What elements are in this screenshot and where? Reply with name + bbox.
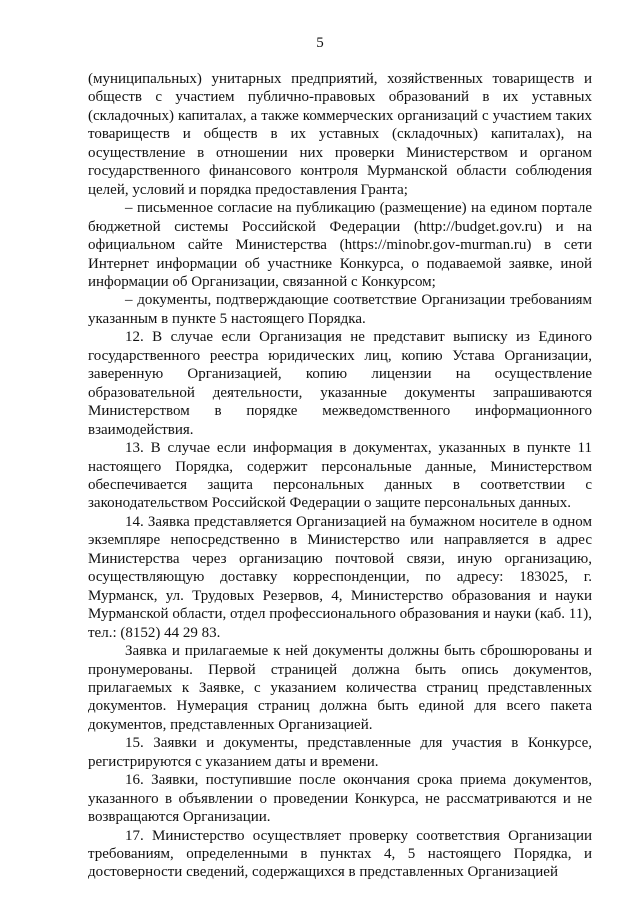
paragraph-compliance-documents: – документы, подтверждающие соответствие Организации требованиям указанным в пункте 5 настоящего Порядка. <box>88 292 592 327</box>
paragraph-item-16: 16. Заявки, поступившие после окончания срока приема документов, указанного в объявлении о проведении Конкурса, не рассматриваются и не возвращаются Организации. <box>88 772 592 826</box>
page-number: 5 <box>316 35 324 51</box>
paragraph-item-14: 14. Заявка представляется Организацией на бумажном носителе в одном экземпляре непосредственно в Министерство или направляется в адрес Министерства через организацию почтовой связи, иную организацию, осуществляющую доставку корреспонденции, по адресу: 183025, г. Мурманск, ул. Трудовых Резервов, 4, Министерство образования и науки Мурманской области, отдел профессионального образования и науки (каб. 11), тел.: (8152) 44 29 83. <box>88 513 592 641</box>
paragraph-item-15: 15. Заявки и документы, представленные для участия в Конкурсе, регистрируются с указанием даты и времени. <box>88 735 592 770</box>
paragraph-publication-consent: – письменное согласие на публикацию (размещение) на едином портале бюджетной системы Российской Федерации (http://budget.gov.ru) и на официальном сайте Министерства (https://minobr.gov-murman.ru) в сети Интернет информации об участнике Конкурса, о подаваемой заявке, иной информации об Организации, связанной с Конкурсом; <box>88 200 592 290</box>
paragraph-continuation: (муниципальных) унитарных предприятий, хозяйственных товариществ и обществ с участием публично-правовых образований в их уставных (складочных) капиталах, а также коммерческих организаций с участием таких товариществ и обществ в их уставных (складочных) капиталах), на осуществление в отношении них проверки Министерством и органом государственного финансового контроля Мурманской области соблюдения целей, условий и порядка предоставления Гранта; <box>88 71 592 198</box>
paragraph-item-14-binding: Заявка и прилагаемые к ней документы должны быть сброшюрованы и пронумерованы. Первой страницей должна быть опись документов, прилагаемых к Заявке, с указанием количества страниц представленных документов. Нумерация страниц должна быть единой для всего пакета документов, представленных Организацией. <box>88 643 592 733</box>
document-body <box>88 70 592 882</box>
paragraph-item-13: 13. В случае если информация в документах, указанных в пункте 11 настоящего Порядка, содержит персональные данные, Министерством обеспечивается защита персональных данных в соответствии с законодательством Российской Федерации о защите персональных данных. <box>88 440 592 512</box>
paragraph-item-12: 12. В случае если Организация не представит выписку из Единого государственного реестра юридических лиц, копию Устава Организации, заверенную Организацией, копию лицензии на осуществление образовательной деятельности, указанные документы запрашиваются Министерством в порядке межведомственного информационного взаимодействия. <box>88 329 592 438</box>
paragraph-item-17: 17. Министерство осуществляет проверку соответствия Организации требованиям, определенными в пунктах 4, 5 настоящего Порядка, и достоверности сведений, содержащихся в представленных Организацией <box>88 827 592 881</box>
